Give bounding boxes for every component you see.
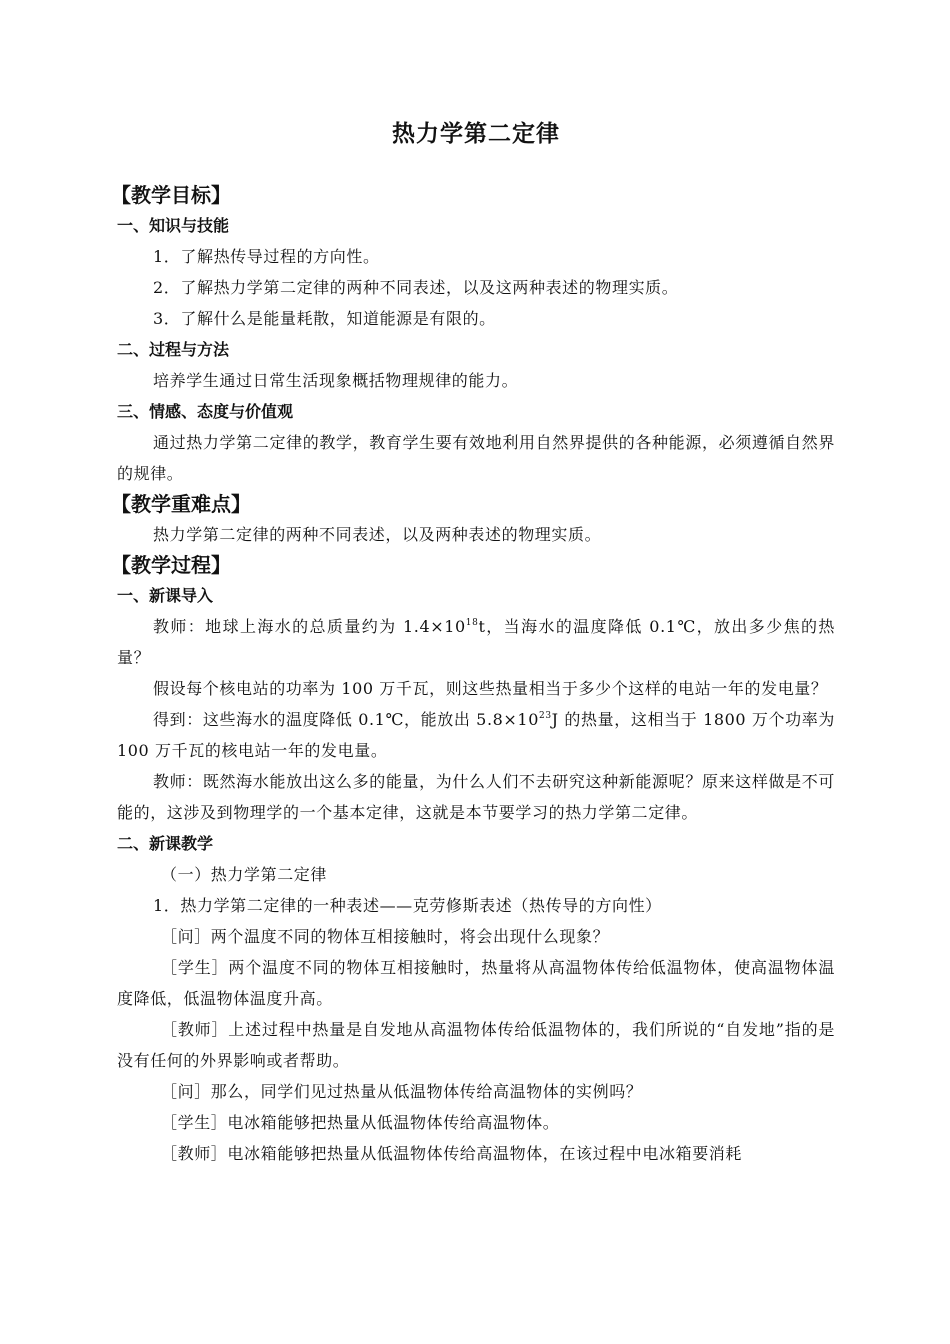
student-answer-2: ［学生］电冰箱能够把热量从低温物体传给高温物体。 <box>161 1113 560 1132</box>
point-clausius-statement: 1．热力学第二定律的一种表述——克劳修斯表述（热传导的方向性） <box>153 896 662 915</box>
intro-paragraph-3: 得到：这些海水的温度降低 0.1℃，能放出 $5.8\times 10^{23}J$ 的热量，这相当于 1800 万个功率为 100 万千瓦的核电站一年的发电量。 <box>117 710 835 760</box>
subheading-knowledge-skills: 一、知识与技能 <box>117 216 230 235</box>
subheading-new-lesson: 二、新课教学 <box>117 834 214 853</box>
section-heading-key-difficulties: 【教学重难点】 <box>111 492 251 516</box>
question-2: ［问］那么，同学们见过热量从低温物体传给高温物体的实例吗？ <box>161 1082 643 1101</box>
intro-paragraph-1: 教师：地球上海水的总质量约为 $1.4\times 10^{18}t$，当海水的温度降低 0.1℃，放出多少焦的热量？ <box>117 617 835 667</box>
teacher-remark-2: ［教师］电冰箱能够把热量从低温物体传给高温物体，在该过程中电冰箱要消耗 <box>161 1144 743 1163</box>
intro-paragraph-4: 教师：既然海水能放出这么多的能量，为什么人们不去研究这种新能源呢？原来这样做是不可能的，这涉及到物理学的一个基本定律，这就是本节要学习的热力学第二定律。 <box>117 772 835 822</box>
goal-item-1: 1．了解热传导过程的方向性。 <box>153 247 380 266</box>
student-answer-1: ［学生］两个温度不同的物体互相接触时，热量将从高温物体传给低温物体，使高温物体温度降低，低温物体温度升高。 <box>117 958 835 1008</box>
question-1: ［问］两个温度不同的物体互相接触时，将会出现什么现象？ <box>161 927 610 946</box>
emotion-values-text: 通过热力学第二定律的教学，教育学生要有效地利用自然界提供的各种能源，必须遵循自然界的规律。 <box>117 433 835 483</box>
key-difficulties-text: 热力学第二定律的两种不同表述，以及两种表述的物理实质。 <box>153 525 602 544</box>
goal-item-2: 2．了解热力学第二定律的两种不同表述，以及这两种表述的物理实质。 <box>153 278 679 297</box>
document-body <box>111 180 835 1169</box>
section-heading-teaching-process: 【教学过程】 <box>111 553 231 577</box>
subheading-lesson-intro: 一、新课导入 <box>117 586 214 605</box>
intro-paragraph-2: 假设每个核电站的功率为 100 万千瓦，则这些热量相当于多少个这样的电站一年的发电量？ <box>153 679 828 698</box>
subheading-emotion-values: 三、情感、态度与价值观 <box>117 402 294 421</box>
goal-item-3: 3．了解什么是能量耗散，知道能源是有限的。 <box>153 309 496 328</box>
subheading-process-method: 二、过程与方法 <box>117 340 230 359</box>
teacher-remark-1: ［教师］上述过程中热量是自发地从高温物体传给低温物体的，我们所说的“自发地”指的是没有任何的外界影响或者帮助。 <box>117 1020 835 1070</box>
document-title: 热力学第二定律 <box>392 121 560 147</box>
part-heading-second-law: （一）热力学第二定律 <box>161 865 328 884</box>
process-method-text: 培养学生通过日常生活现象概括物理规律的能力。 <box>153 371 519 390</box>
section-heading-teaching-goals: 【教学目标】 <box>111 183 231 207</box>
